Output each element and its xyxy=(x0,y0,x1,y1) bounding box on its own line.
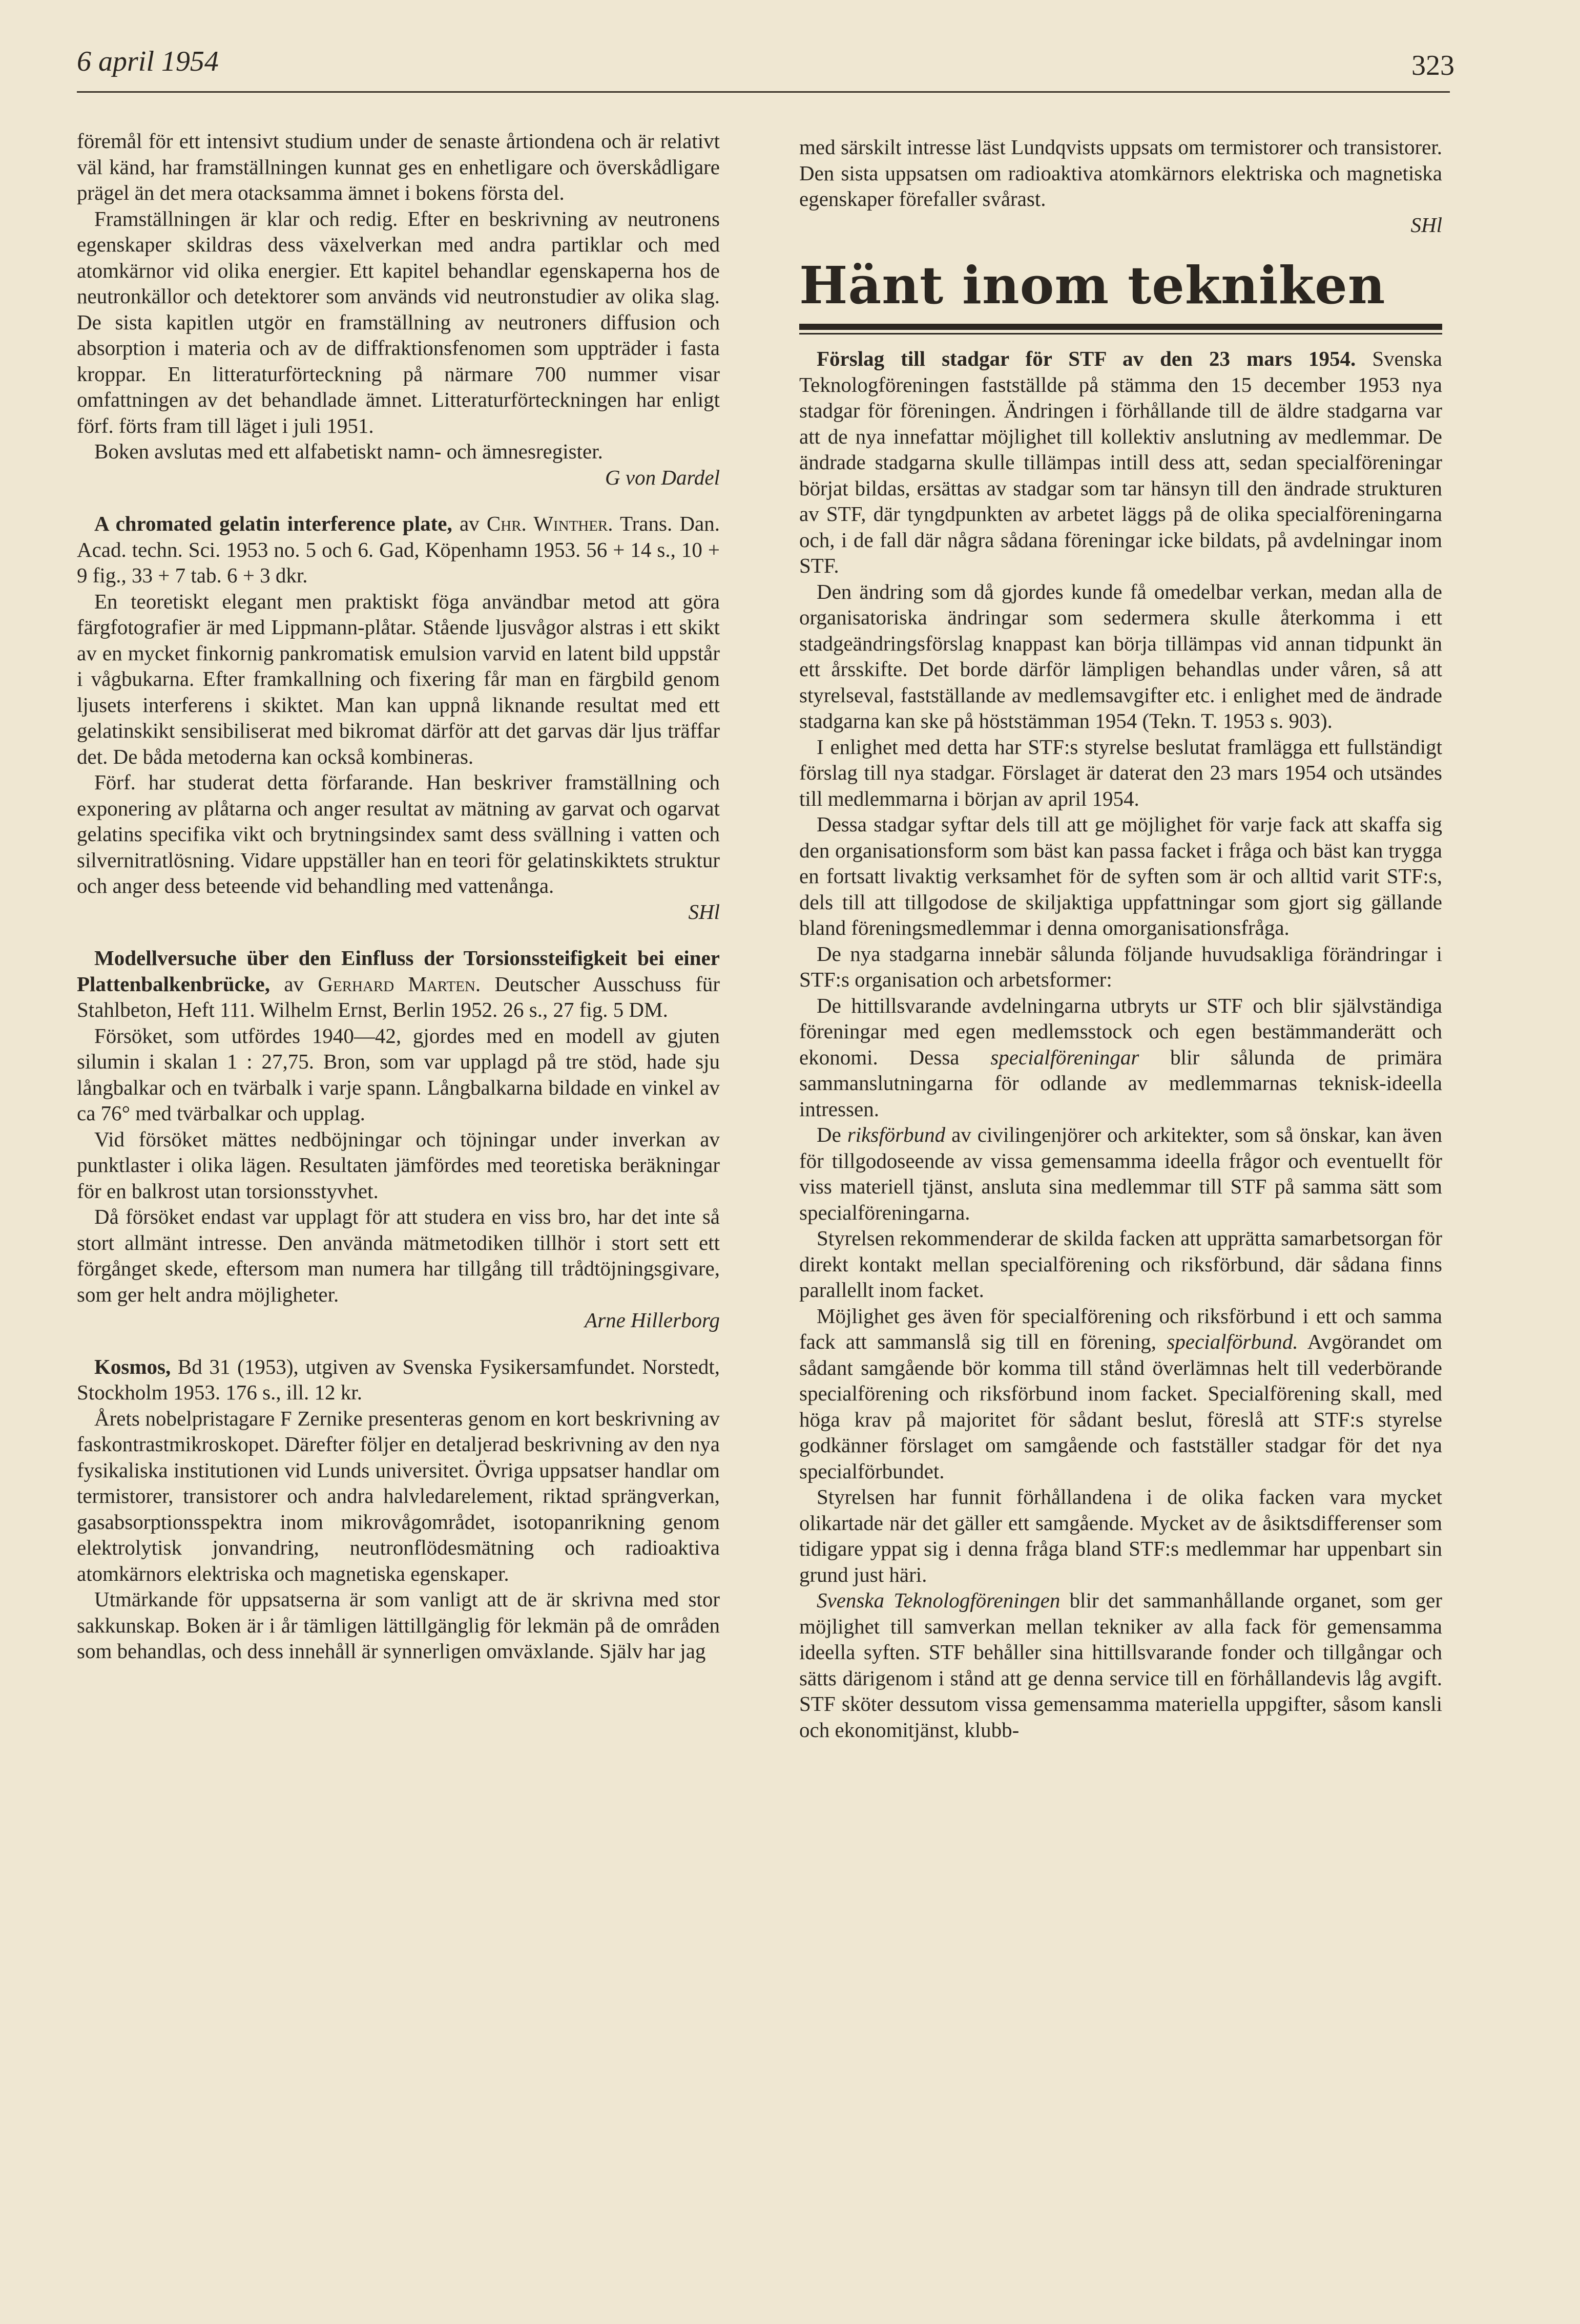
review2-paragraph-2: Förf. har studerat detta förfarande. Han beskriver framställning och exponering av plåtarna och anger resultat av mätning av garvat och ogarvat gelatins specifika vikt och brytningsindex samt dess svällning i vatten och silvernitratlösning. Vidare uppställer han en teori för gelatinskiktets struktur och anger dess beteende vid behandling med vattenånga. xyxy=(77,770,720,897)
review3-citation: Deutscher Ausschuss für Stahlbeton, Heft 111. Wilhelm Ernst, Berlin 1952. 26 s., 27 fig. 5 DM. xyxy=(77,972,720,1021)
review3-paragraph-3: Då försöket endast var upplagt för att studera en viss bro, har det inte så stort allmänt intresse. Den använda mätmetodiken tillhör i stort sett ett förgånget skede, eftersom man numera har tillgång till trådtöjningsgivare, som ger helt andra möjligheter. xyxy=(77,1205,720,1306)
review-continuation-signature: SHl xyxy=(1410,213,1442,237)
right-column xyxy=(799,134,1442,1743)
review3-author: Gerhard Marten. xyxy=(318,972,481,996)
article-p7-text-a: De xyxy=(817,1123,841,1146)
review4-paragraph-2: Utmärkande för uppsatserna är som vanligt att de är skrivna med stor sakkunskap. Boken är i år tämligen lättillgänglig för lekmän på de områden som behandlas, och dess innehåll är synnerligen omväxlande. Själv har jag xyxy=(77,1587,720,1663)
section-title: Hänt inom tekniken xyxy=(799,255,1386,316)
article-p9-text-a: Möjlighet ges även för specialförening och riksförbund i ett och samma fack att sammanslå sig till en förening, xyxy=(799,1304,1442,1353)
review4-paragraph-1: Årets nobelpristagare F Zernike presenteras genom en kort beskrivning av faskontrastmikroskopet. Därefter följer en detaljerad beskrivning av den nya fysikaliska institutionen vid Lunds universitet. Övriga uppsatser handlar om termistorer, transistorer och andra halvledarelement, riktad sprängverkan, gasabsorptionsspektra inom mikrovågområdet, isotopanrikning genom elektrolytisk jonvandring, neutronflödesmätning och radioaktiva atomkärnors elektriska och magnetiska egenskaper. xyxy=(77,1406,720,1585)
review4-heading xyxy=(77,1354,720,1406)
article-paragraph-3: I enlighet med detta har STF:s styrelse beslutat framlägga ett fullständigt förslag till nya stadgar. Förslaget är daterat den 23 mars 1954 och utsändes till medlemmarna i början av april 1954. xyxy=(799,735,1442,810)
article-p6-emphasis: specialföreningar xyxy=(990,1045,1139,1069)
review1-signature: G von Dardel xyxy=(605,465,720,489)
article-paragraph-9 xyxy=(799,1303,1442,1484)
article-paragraph-6 xyxy=(799,993,1442,1122)
review1-paragraph-1: föremål för ett intensivt studium under de senaste årtiondena och är relativt väl känd, har framställningen kunnat ges en enhetligare och överskådligare prägel än det mera otacksamma ämnet i bokens första del. xyxy=(77,129,720,204)
review3-paragraph-2: Vid försöket mättes nedböjningar och töjningar under inverkan av punktlaster i olika lägen. Resultaten jämfördes med teoretiska beräkningar för en balkrost utan torsionsstyvhet. xyxy=(77,1127,720,1203)
review2-citation: Trans. Dan. Acad. techn. Sci. 1953 no. 5 och 6. Gad, Köpenhamn 1953. 56 + 14 s., 10 + 9 fig., 33 + 7 tab. 6 + 3 dkr. xyxy=(77,512,720,587)
review2-paragraph-1: En teoretiskt elegant men praktiskt föga användbar metod att göra färgfotografier är med Lippmann-plåtar. Stående ljusvågor alstras i ett skikt av en mycket finkornig pankromatisk emulsion varvid en latent bild uppstår i vågbukarna. Efter framkallning och fixering får man en färgbild genom ljusets interferens i skiktet. Man kan uppnå liknande resultat med ett gelatinskikt sensibiliserat med bikromat därför att det garvas där ljus träffar det. De båda metoderna kan också kombineras. xyxy=(77,589,720,768)
article-paragraph-1-text: Svenska Teknologföreningen fastställde på stämma den 15 december 1953 nya stadgar för föreningen. Ändringen i förhållande till de äldre stadgarna var att de nya innefattar möjlighet till kollektiv anslutning av medlemmar. De ändrade stadgarna skulle tillämpas intill dess att, sedan specialföreningar börjat bildas, ersättas av stadgar som tar hänsyn till den ändrade strukturen av STF, där tyngdpunkten av arbetet läggs på de olika specialföreningarna och, i de fall där några sådana föreningar icke bildats, på avdelningar inom STF. xyxy=(799,347,1442,577)
review2-author: Chr. Winther. xyxy=(486,512,613,535)
review3-title: Modellversuche über den Einfluss der Torsionssteifigkeit bei einer Plattenbalkenbrücke, xyxy=(77,946,720,996)
article-paragraph-2: Den ändring som då gjordes kunde få omedelbar verkan, medan alla de organisatoriska ändringar som sedermera skulle återkomma i ett stadgeändringsförslag knappast kan börja tillämpas vid annan tidpunkt än ett årsskifte. Det borde därför lämpligen behandlas under våren, så att styrelseval, fastställande av medlemsavgifter etc. i enlighet med de ändrade stadgarna kan ske på höststämman 1954 (Tekn. T. 1953 s. 903). xyxy=(799,579,1442,732)
section-rule-thick xyxy=(799,324,1442,330)
article-p7-text-b: av civilingenjörer och arkitekter, som så önskar, kan även för tillgodoseende av vissa gemensamma ideella frågor och eventuellt för viss materiell tjänst, ansluta sina medlemmar till STF på samma sätt som specialföreningarna. xyxy=(799,1123,1443,1224)
article-paragraph-11 xyxy=(799,1587,1442,1743)
review2-byline-prefix: av xyxy=(459,512,480,535)
review2-signature: SHl xyxy=(688,899,720,924)
left-column xyxy=(77,128,720,1664)
article-paragraph-4: Dessa stadgar syftar dels till att ge möjlighet för varje fack att skaffa sig den organisationsform som bäst kan passa facket i fråga och bäst kan trygga en fortsatt livaktig verksamhet för de syften som är och alltid varit STF:s, dels till att tillgodose de skiljaktiga uppfattningar som gjort sig gällande bland föreningsmedlemmar i denna omorganisationsfråga. xyxy=(799,812,1442,939)
article-p9-text-b: Avgörandet om sådant samgående bör komma till stånd överlämnas helt till vederbörande specialförening och riksförbund inom facket. Specialförening skall, med höga krav på majoritet för sådant beslut, föreslå att STF:s styrelse godkänner förslaget om samgående och fastställer stadgar för det nya specialförbundet. xyxy=(799,1330,1442,1483)
section-rule-thin xyxy=(799,333,1442,334)
review1-paragraph-3: Boken avslutas med ett alfabetiskt namn- och ämnesregister. xyxy=(94,439,603,463)
review2-heading xyxy=(77,511,720,589)
article-p6-text-b: blir sålunda de primära sammanslutningarna för odlande av medlemmarnas teknisk-ideella intressen. xyxy=(799,1045,1442,1121)
review1-paragraph-2: Framställningen är klar och redig. Efter en beskrivning av neutronens egenskaper skildras dess växelverkan med andra partiklar och med atomkärnor vid olika energier. Ett kapitel behandlar egenskaperna hos de neutronkällor och detektorer som används vid neutronstudier av olika slag. De sista kapitlen utgör en framställning av neutroners diffusion och absorption i materia och av de diffraktionsfenomen som uppträder i fasta kroppar. En litteraturförteckning på närmare 700 nummer visar omfattningen av det behandlade ämnet. Litteraturförteckningen har enligt förf. förts fram till läget i juli 1951. xyxy=(77,206,720,437)
article-paragraph-5: De nya stadgarna innebär sålunda följande huvudsakliga förändringar i STF:s organisation och arbetsformer: xyxy=(799,941,1442,991)
article-paragraph-7 xyxy=(799,1122,1442,1225)
article-paragraph-10: Styrelsen har funnit förhållandena i de olika facken vara mycket olikartade när det gäller ett samgående. Mycket av de åsiktsdifferenser som tidigare yppat sig i denna fråga bland STF:s medlemmar har uppenbart sin grund just häri. xyxy=(799,1485,1442,1586)
issue-date: 6 april 1954 xyxy=(77,46,219,77)
article-p11-text: blir det sammanhållande organet, som ger möjlighet till samverkan mellan tekniker av alla fack för gemensamma ideella syften. STF behåller sina hittillsvarande fonder och tillgångar och sätts därigenom i stånd att ge denna service till en förhållandevis låg avgift. STF sköter dessutom vissa gemensamma materiella uppgifter, såsom kansli och ekonomitjänst, klubb- xyxy=(799,1588,1443,1742)
review3-paragraph-1: Försöket, som utfördes 1940—42, gjordes med en modell av gjuten silumin i skalan 1 : 27,75. Bron, som var upplagd på tre stöd, hade sju långbalkar och en tvärbalk i varje spann. Långbalkarna bildade en vinkel av ca 76° med tvärbalkar och upplag. xyxy=(77,1023,720,1125)
review3-byline-prefix: av xyxy=(284,972,304,996)
page-number: 323 xyxy=(1411,50,1454,81)
article-p6-text-a: De hittillsvarande avdelningarna utbryts ur STF och blir självständiga föreningar med egen medlemsstock och egen bestämmanderätt och ekonomi. Dessa xyxy=(799,993,1442,1069)
review4-citation: Bd 31 (1953), utgiven av Svenska Fysikersamfundet. Norstedt, Stockholm 1953. 176 s., ill. 12 kr. xyxy=(77,1354,720,1404)
review3-signature: Arne Hillerborg xyxy=(585,1308,720,1332)
article-paragraph-1 xyxy=(799,346,1442,579)
article-title: Förslag till stadgar för STF av den 23 mars 1954. xyxy=(817,347,1356,370)
article-p9-emphasis: specialförbund. xyxy=(1167,1330,1298,1353)
review4-title: Kosmos, xyxy=(94,1354,171,1378)
review-continuation: med särskilt intresse läst Lundqvists uppsats om termistorer och transistorer. Den sista uppsatsen om radioaktiva atomkärnors elektriska och magnetiska egenskaper förefaller svårast. xyxy=(799,135,1442,211)
review2-title: A chromated gelatin interference plate, xyxy=(94,512,452,535)
header-rule xyxy=(77,91,1450,93)
article-paragraph-8: Styrelsen rekommenderar de skilda facken att upprätta samarbetsorgan för direkt kontakt mellan specialförening och riksförbund, där sådana finns parallellt inom facket. xyxy=(799,1226,1442,1302)
review3-heading xyxy=(77,945,720,1023)
article-p11-emphasis: Svenska Teknologföreningen xyxy=(817,1588,1061,1612)
article-p7-emphasis: riksförbund xyxy=(847,1123,946,1146)
